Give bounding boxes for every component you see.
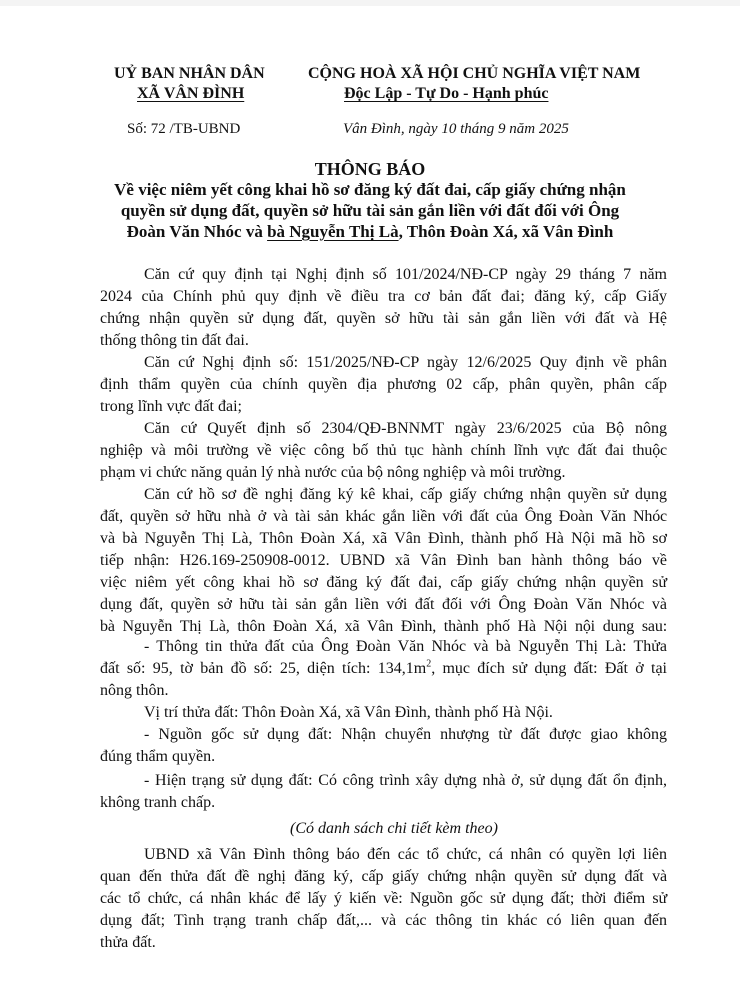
- paragraph-current-status: [100, 770, 667, 814]
- p4-line: và bà Nguyễn Thị Là, Thôn Đoàn Xá, xã Vân Đình, thành phố Hà Nội mã hồ sơ: [100, 530, 667, 547]
- p9-line: UBND xã Vân Đình thông báo đến các tổ chức, cá nhân có quyền lợi liên: [144, 846, 667, 863]
- area-unit-exponent: 2: [426, 658, 432, 670]
- paragraph-announcement: [100, 844, 667, 954]
- place-date: Vân Đình, ngày 10 tháng 9 năm 2025: [343, 121, 569, 137]
- paragraph-legal-basis-1: [100, 264, 667, 352]
- p5-line: - Thông tin thửa đất của Ông Đoàn Văn Nhóc và bà Nguyễn Thị Là: Thửa: [144, 638, 667, 655]
- p4-line: đất, quyền sở hữu nhà ở và tài sản khác gắn liền với đất của Ông Đoàn Văn Nhóc: [100, 508, 667, 525]
- paragraph-legal-basis-3: [100, 418, 667, 484]
- subject-line3-part3: , Thôn Đoàn Xá, xã Vân Đình: [398, 222, 614, 241]
- p9-line: dụng đất; Tình trạng tranh chấp đất,... và các thông tin khác có liên quan đến: [100, 912, 667, 929]
- land-use-purpose: , mục đích sử dụng đất: Đất ở tại: [431, 660, 668, 677]
- p4-line: dụng đất, quyền sở hữu tài sản gắn liền với đất đối với Ông Đoàn Văn Nhóc và: [100, 596, 667, 613]
- p1-line: thống thông tin đất đai.: [100, 332, 249, 349]
- paragraph-location: [100, 702, 667, 724]
- p3-line: Căn cứ Quyết định số 2304/QĐ-BNNMT ngày 23/6/2025 của Bộ nông: [144, 420, 667, 437]
- p4-line: tiếp nhận: H26.169-250908-0012. UBND xã Vân Đình ban hành thông báo về: [100, 552, 667, 569]
- notice-heading: THÔNG BÁO: [314, 159, 426, 179]
- subject-line3-part2: bà Nguyễn Thị Là: [267, 222, 399, 241]
- commune-name: XÃ VÂN ĐÌNH: [137, 85, 245, 102]
- paragraph-origin: [100, 724, 667, 768]
- p8-line: - Hiện trạng sử dụng đất: Có công trình xây dựng nhà ở, sử dụng đất ổn định,: [144, 772, 667, 789]
- p1-line: Căn cứ quy định tại Nghị định số 101/2024/NĐ-CP ngày 29 tháng 7 năm: [144, 266, 667, 283]
- p3-line: nghiệp và môi trường về việc công bố thủ tục hành chính lĩnh vực đất đai thuộc: [100, 442, 667, 459]
- paragraph-legal-basis-2: [100, 352, 667, 418]
- p1-line: chứng nhận quyền sử dụng đất, quyền sở hữu tài sản gắn liền với đất và Hệ: [100, 310, 667, 327]
- notice-subject-line1: Về việc niêm yết công khai hồ sơ đăng ký đất đai, cấp giấy chứng nhận: [114, 180, 626, 199]
- area-text: đất số: 95, tờ bản đồ số: 25, diện tích: 134,1m: [100, 660, 427, 677]
- org-name: UỶ BAN NHÂN DÂN: [114, 65, 265, 82]
- top-border: [0, 0, 740, 6]
- nation-name: CỘNG HOÀ XÃ HỘI CHỦ NGHĨA VIỆT NAM: [308, 65, 641, 82]
- notice-subject-line3: [0, 222, 740, 242]
- paragraph-application: [100, 484, 667, 638]
- notice-subject-line2: quyền sử dụng đất, quyền sở hữu tài sản gắn liền với đất đối với Ông: [120, 201, 620, 220]
- p9-line: quan đến thửa đất đề nghị đăng ký, cấp giấy chứng nhận quyền sử dụng đất và: [100, 868, 667, 885]
- p2-line: định thẩm quyền của chính quyền địa phương 02 cấp, phân quyền, phân cấp: [100, 376, 667, 393]
- p4-line: bà Nguyễn Thị Là, thôn Đoàn Xá, xã Vân Đình, thành phố Hà Nội nội dung sau:: [100, 618, 667, 635]
- p2-line: Căn cứ Nghị định số: 151/2025/NĐ-CP ngày 12/6/2025 Quy định về phân: [144, 354, 667, 371]
- attachment-note: (Có danh sách chi tiết kèm theo): [290, 820, 498, 837]
- p4-line: việc niêm yết công khai hồ sơ đăng ký đất đai, cấp giấy chứng nhận quyền sử: [100, 574, 667, 591]
- p4-line: Căn cứ hồ sơ đề nghị đăng ký kê khai, cấp giấy chứng nhận quyền sử dụng: [144, 486, 667, 503]
- p5-line: [100, 658, 667, 680]
- p3-line: phạm vi chức năng quản lý nhà nước của bộ nông nghiệp và môi trường.: [100, 464, 566, 481]
- p9-line: các tổ chức, cá nhân khác để lấy ý kiến về: Nguồn gốc sử dụng đất; thời điểm sử: [100, 890, 667, 907]
- p5-line: nông thôn.: [100, 682, 169, 699]
- p8-line: không tranh chấp.: [100, 794, 216, 811]
- p1-line: 2024 của Chính phủ quy định về điều tra cơ bản đất đai; đăng ký, cấp Giấy: [100, 288, 667, 305]
- p9-line: thửa đất.: [100, 934, 156, 951]
- p7-line: - Nguồn gốc sử dụng đất: Nhận chuyển nhượng từ đất được giao không: [144, 726, 667, 743]
- p6-line: Vị trí thửa đất: Thôn Đoàn Xá, xã Vân Đình, thành phố Hà Nội.: [144, 704, 553, 721]
- motto: Độc Lập - Tự Do - Hạnh phúc: [344, 85, 549, 102]
- p2-line: trong lĩnh vực đất đai;: [100, 398, 242, 415]
- document-number: Số: 72 /TB-UBND: [127, 121, 241, 137]
- subject-line3-part1: Đoàn Văn Nhóc và: [126, 222, 268, 241]
- p7-line: đúng thẩm quyền.: [100, 748, 216, 765]
- paragraph-parcel-info: [100, 636, 667, 702]
